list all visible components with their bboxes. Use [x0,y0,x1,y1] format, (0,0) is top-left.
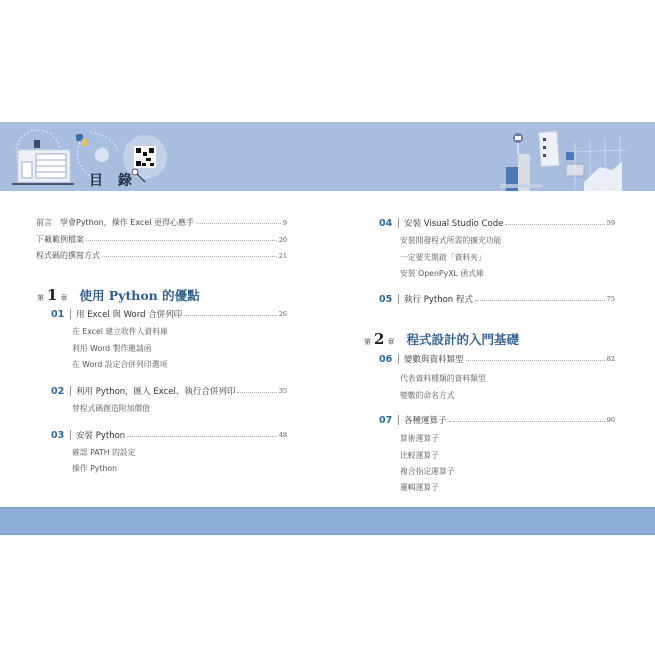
divider [70,309,71,319]
toc-row-code-style[interactable] [36,250,287,261]
toc-subsection[interactable]: 在 Excel 建立收件人資料庫 [72,327,168,336]
toc-subsection[interactable]: 安裝 OpenPyXL 函式庫 [400,269,484,278]
dotted-leader [237,392,276,393]
chapter-number: 1 [47,286,58,304]
section-number: 07 [379,414,393,426]
page-number: 90 [606,416,615,424]
toc-section-03[interactable] [51,429,287,441]
divider [398,354,399,364]
section-label: 變數與資料類型 [404,355,464,365]
section-number: 02 [51,385,65,397]
dotted-leader [102,256,277,257]
divider [70,386,71,396]
section-label: 安裝 Visual Studio Code [404,219,504,229]
divider [398,218,399,228]
toc-row-preface[interactable] [36,217,287,228]
footer-bar [0,507,655,535]
divider [70,430,71,440]
page-number: 9 [282,218,287,227]
dotted-leader [196,223,281,224]
section-number: 03 [51,429,65,441]
page-number: 26 [278,310,287,318]
toc-section-07[interactable] [379,414,615,426]
toc-label: 程式碼的撰寫方式 [36,251,100,260]
page-number: 35 [278,387,287,395]
bubble-icon [95,148,109,162]
section-number: 04 [379,217,393,229]
page-number: 48 [278,431,287,439]
dotted-leader [184,315,277,316]
chapter-title: 使用 Python 的優點 [79,288,200,303]
toc-subsection[interactable]: 代表資料種類的資料類型 [400,374,486,383]
divider [398,294,399,304]
toc-subsection[interactable]: 一定要先開啟「資料夾」 [400,253,486,262]
office-illustration-icon [12,130,74,184]
section-label: 安裝 Python [76,431,126,441]
page-title: 目 錄 [89,173,137,189]
page-number: 21 [278,251,287,260]
dotted-leader [449,421,605,422]
section-number: 06 [379,353,393,365]
toc-subsection[interactable]: 複合指定運算子 [400,467,455,476]
dotted-leader [505,224,604,225]
section-label: 各種運算子 [404,416,447,426]
page-number: 75 [606,295,615,303]
section-label: 利用 Python，匯入 Excel、執行合併列印 [76,387,236,397]
dotted-leader [475,300,605,301]
toc-section-02[interactable] [51,385,287,397]
toc-section-01[interactable] [51,308,287,320]
dotted-leader [466,360,605,361]
chapter-1-heading[interactable]: 第 1 章 使用 Python 的優點 [37,286,200,304]
section-label: 用 Excel 與 Word 合併列印 [76,310,183,320]
toc-label: 下載範例檔案 [36,235,84,244]
toc-subsection[interactable]: 確認 PATH 的設定 [72,448,136,457]
toc-subsection[interactable]: 安裝開發程式所需的擴充功能 [400,236,502,245]
section-label: 執行 Python 程式 [404,295,473,305]
dotted-leader [127,436,277,437]
toc-subsection[interactable]: 操作 Python [72,464,118,473]
section-number: 05 [379,293,393,305]
toc-row-download[interactable] [36,234,287,245]
toc-label: 前言 學會Python，操作 Excel 更得心應手 [36,218,195,227]
analytics-illustration-icon [500,131,625,191]
toc-subsection[interactable]: 變數的命名方式 [400,391,455,400]
toc-subsection[interactable]: 算術運算子 [400,434,439,443]
toc-subsection[interactable]: 邏輯運算子 [400,483,439,492]
toc-section-04[interactable] [379,217,615,229]
dotted-leader [86,240,277,241]
toc-subsection[interactable]: 利用 Word 製作邀請函 [72,344,152,353]
page-number: 59 [606,219,615,227]
toc-section-05[interactable] [379,293,615,305]
chapter-2-heading[interactable]: 第 2 章 程式設計的入門基礎 [364,330,519,348]
section-number: 01 [51,308,65,320]
toc-subsection[interactable]: 比較運算子 [400,451,439,460]
page-number: 82 [606,355,615,363]
chapter-number: 2 [374,330,385,348]
chapter-title: 程式設計的入門基礎 [406,332,519,347]
divider [398,415,399,425]
toc-subsection[interactable]: 在 Word 設定合併列印選項 [72,360,168,369]
toc-section-06[interactable] [379,353,615,365]
page-number: 20 [278,235,287,244]
toc-subsection[interactable]: 替程式碼創造附加價值 [72,404,150,413]
